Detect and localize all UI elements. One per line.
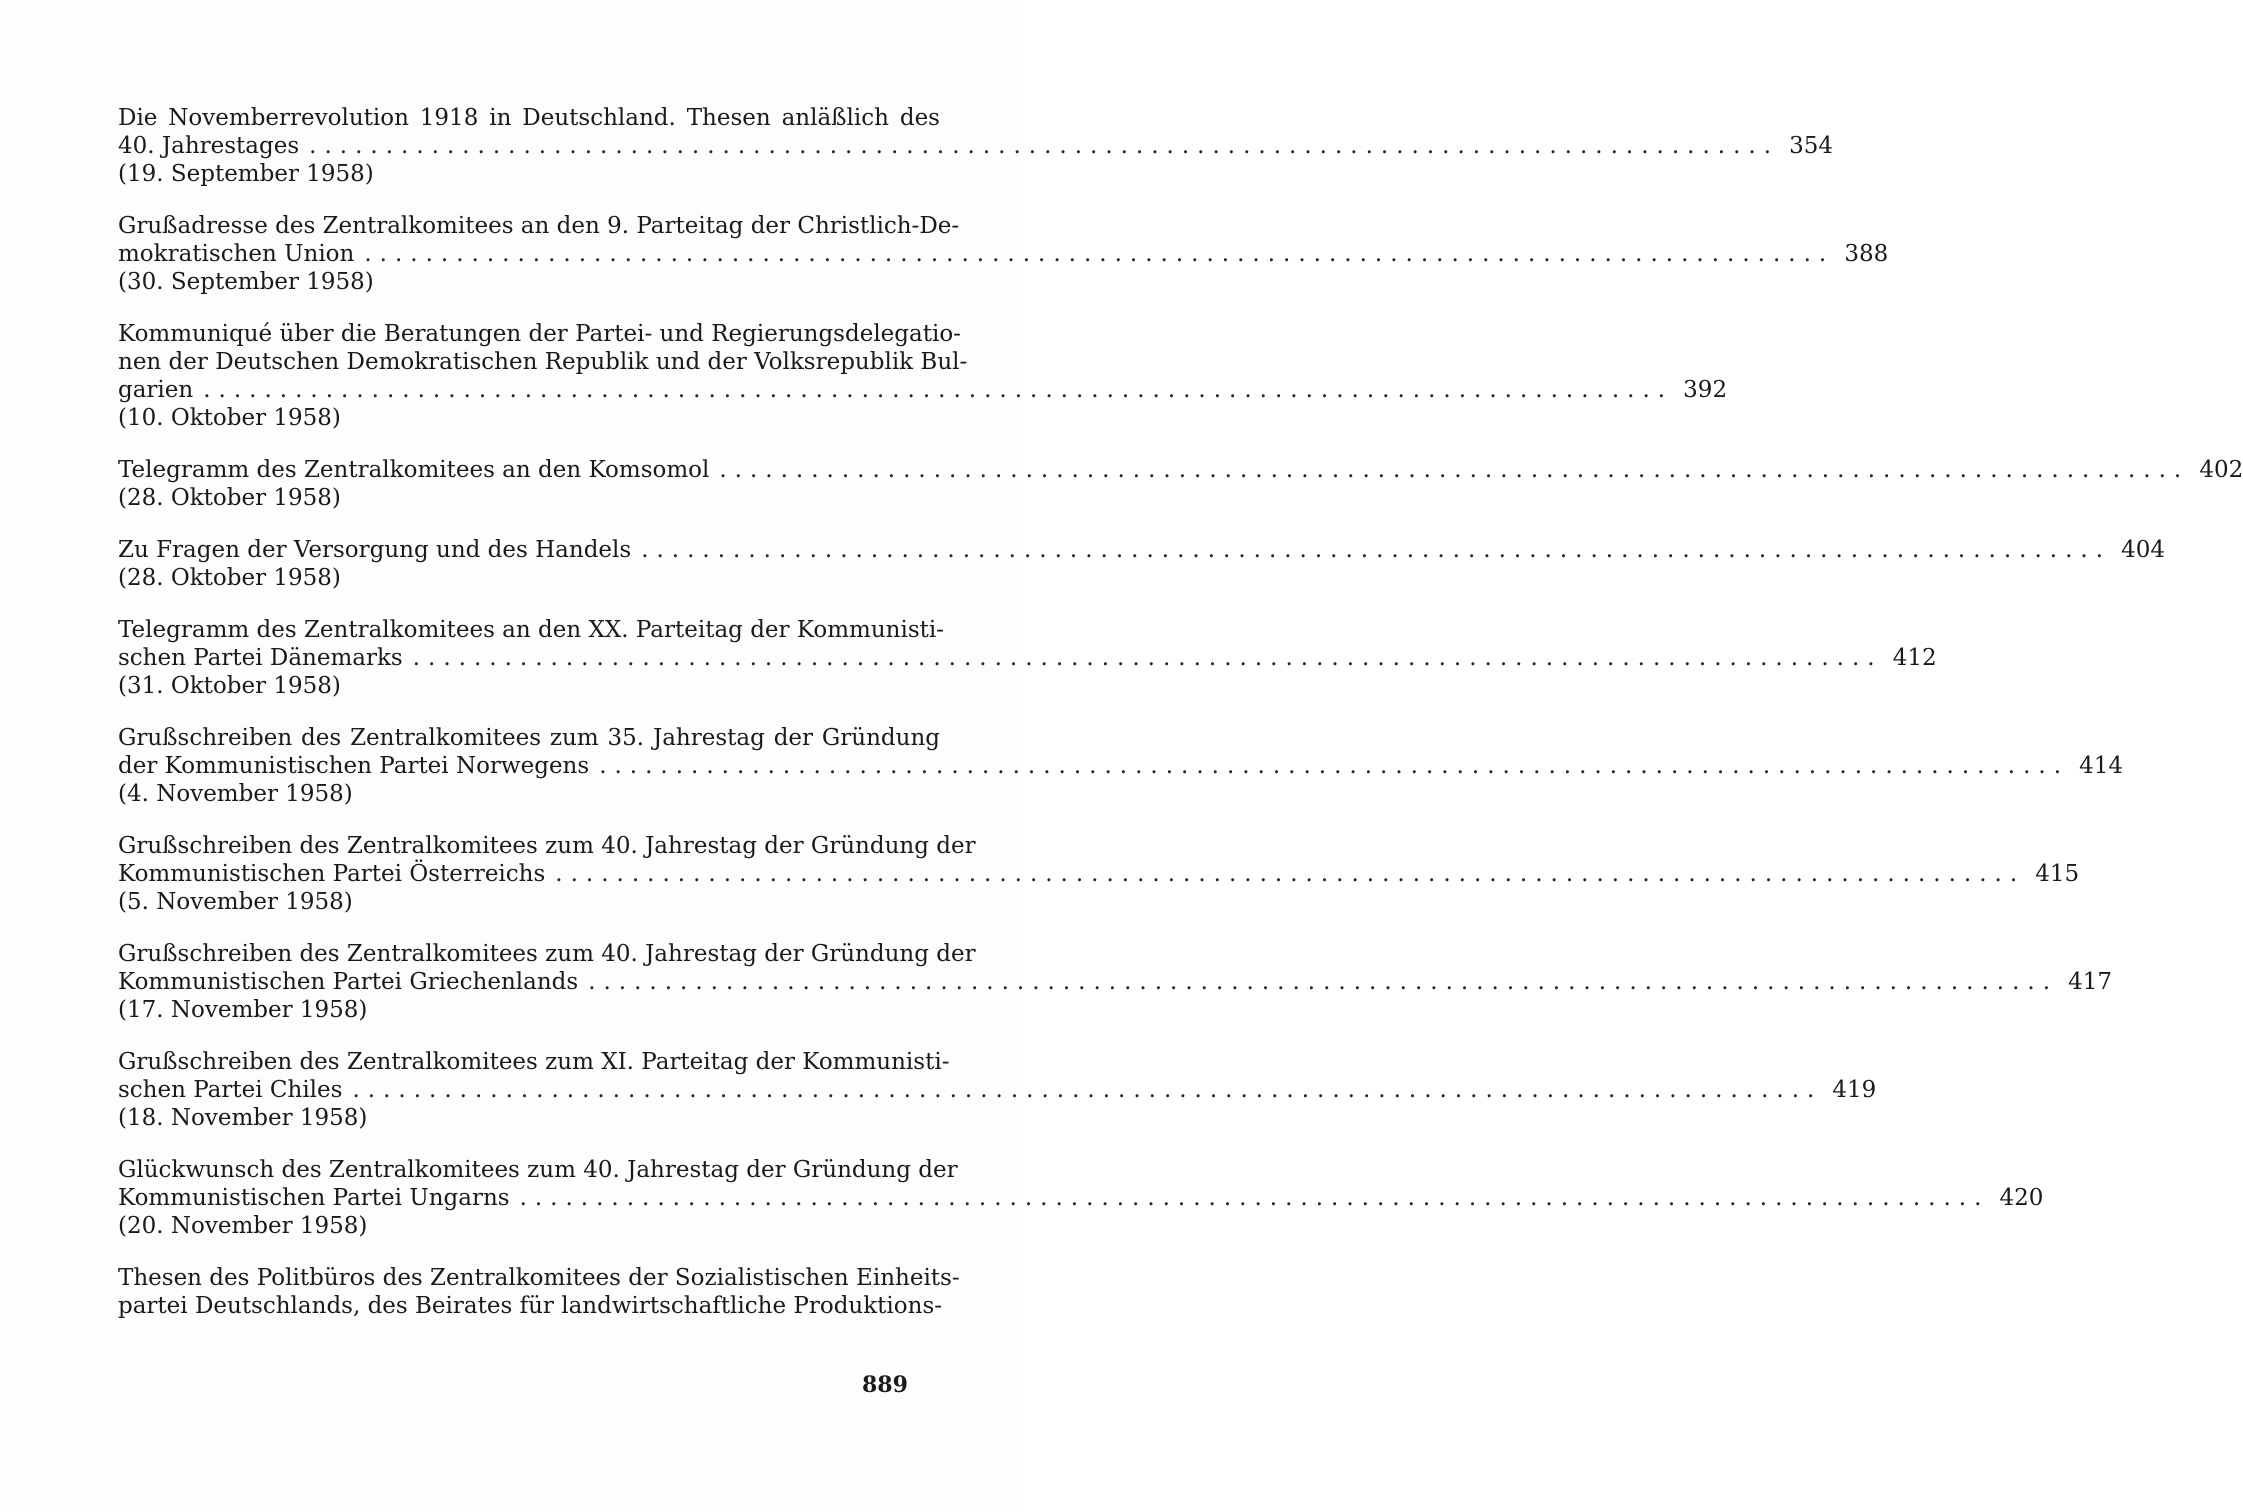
entry-leader-line (118, 1184, 2044, 1212)
page-number: 889 (862, 1372, 908, 1398)
entry-last-line: Zu Fragen der Versorgung und des Handels (118, 537, 632, 563)
entry-leader-line (118, 456, 2243, 484)
toc-entry (118, 320, 1728, 432)
toc-entry (118, 940, 2113, 1024)
dot-leader: ................................................................................................ (352, 1077, 1823, 1103)
toc-entry (118, 456, 2243, 512)
entry-page-number: 392 (1683, 377, 1728, 403)
entry-date: (19. September 1958) (118, 161, 374, 187)
entry-leader-line (118, 968, 2113, 996)
entry-page-number: 412 (1892, 645, 1937, 671)
entry-line: Grußschreiben des Zentralkomitees zum 35. Jahrestag der Gründung (118, 725, 940, 751)
entry-last-line: schen Partei Chiles (118, 1077, 343, 1103)
entry-date: (31. Oktober 1958) (118, 673, 341, 699)
toc-entry-continued (118, 1264, 960, 1320)
entry-line: Die Novemberrevolution 1918 in Deutschland. Thesen anläßlich des (118, 105, 940, 131)
entry-date: (28. Oktober 1958) (118, 485, 341, 511)
dot-leader: ................................................................................................ (203, 377, 1674, 403)
entry-line: Telegramm des Zentralkomitees an den XX. Parteitag der Kommunisti- (118, 617, 945, 643)
entry-page-number: 354 (1789, 133, 1833, 159)
entry-line: Glückwunsch des Zentralkomitees zum 40. Jahrestag der Gründung der (118, 1157, 958, 1183)
entry-page-number: 419 (1832, 1077, 1877, 1103)
entry-line: nen der Deutschen Demokratischen Republik und der Volksrepublik Bul- (118, 349, 968, 375)
entry-page-number: 388 (1844, 241, 1889, 267)
entry-last-line: Kommunistischen Partei Ungarns (118, 1185, 510, 1211)
entry-page-number: 414 (2079, 753, 2124, 779)
entry-last-line: schen Partei Dänemarks (118, 645, 403, 671)
entry-line: Thesen des Politbüros des Zentralkomitees der Sozialistischen Einheits- (118, 1265, 960, 1291)
entry-line: partei Deutschlands, des Beirates für landwirtschaftliche Produktions- (118, 1293, 943, 1319)
toc-entry (118, 1156, 2044, 1240)
entry-leader-line (118, 536, 2166, 564)
entry-last-line: der Kommunistischen Partei Norwegens (118, 753, 590, 779)
entry-date: (4. November 1958) (118, 781, 353, 807)
entry-date: (30. September 1958) (118, 269, 374, 295)
entry-leader-line (118, 240, 1889, 268)
entry-last-line: Telegramm des Zentralkomitees an den Komsomol (118, 457, 710, 483)
entry-leader-line (118, 644, 1937, 672)
toc-entry (118, 212, 1889, 296)
dot-leader: ................................................................................................ (599, 753, 2070, 779)
entry-last-line: garien (118, 377, 194, 403)
entry-page-number: 417 (2068, 969, 2113, 995)
entry-date: (20. November 1958) (118, 1213, 368, 1239)
entry-last-line: Kommunistischen Partei Griechenlands (118, 969, 579, 995)
entry-line: Grußadresse des Zentralkomitees an den 9. Parteitag der Christlich-De- (118, 213, 960, 239)
table-of-contents (118, 104, 2243, 1344)
entry-date: (17. November 1958) (118, 997, 368, 1023)
toc-entry (118, 1048, 1877, 1132)
entry-date: (5. November 1958) (118, 889, 353, 915)
dot-leader: ................................................................................................ (641, 537, 2112, 563)
toc-entry (118, 104, 1833, 188)
entry-leader-line (118, 752, 2124, 780)
toc-entry (118, 724, 2124, 808)
entry-leader-line (118, 860, 2080, 888)
entry-leader-line (118, 132, 1833, 160)
toc-entry (118, 832, 2080, 916)
dot-leader: ................................................................................................ (364, 241, 1835, 267)
entry-line: Grußschreiben des Zentralkomitees zum XI. Parteitag der Kommunisti- (118, 1049, 950, 1075)
entry-leader-line (118, 1076, 1877, 1104)
entry-leader-line (118, 376, 1728, 404)
toc-entry (118, 536, 2166, 592)
entry-page-number: 404 (2121, 537, 2166, 563)
dot-leader: ................................................................................................ (719, 457, 2190, 483)
toc-entry (118, 616, 1937, 700)
dot-leader: ................................................................................................ (412, 645, 1883, 671)
entry-last-line: mokratischen Union (118, 241, 355, 267)
entry-date: (18. November 1958) (118, 1105, 368, 1131)
entry-page-number: 415 (2035, 861, 2080, 887)
dot-leader: ................................................................................................ (555, 861, 2026, 887)
entry-line: Kommuniqué über die Beratungen der Partei- und Regierungsdelegatio- (118, 321, 961, 347)
entry-line: Grußschreiben des Zentralkomitees zum 40. Jahrestag der Gründung der (118, 833, 976, 859)
dot-leader: ................................................................................................ (519, 1185, 1990, 1211)
entry-page-number: 402 (2199, 457, 2243, 483)
dot-leader: ................................................................................................ (309, 133, 1779, 159)
entry-date: (10. Oktober 1958) (118, 405, 341, 431)
dot-leader: ................................................................................................ (588, 969, 2059, 995)
entry-last-line: Kommunistischen Partei Österreichs (118, 861, 546, 887)
entry-line: Grußschreiben des Zentralkomitees zum 40. Jahrestag der Gründung der (118, 941, 976, 967)
entry-date: (28. Oktober 1958) (118, 565, 341, 591)
entry-last-line: 40. Jahrestages (118, 133, 300, 159)
entry-page-number: 420 (1999, 1185, 2044, 1211)
